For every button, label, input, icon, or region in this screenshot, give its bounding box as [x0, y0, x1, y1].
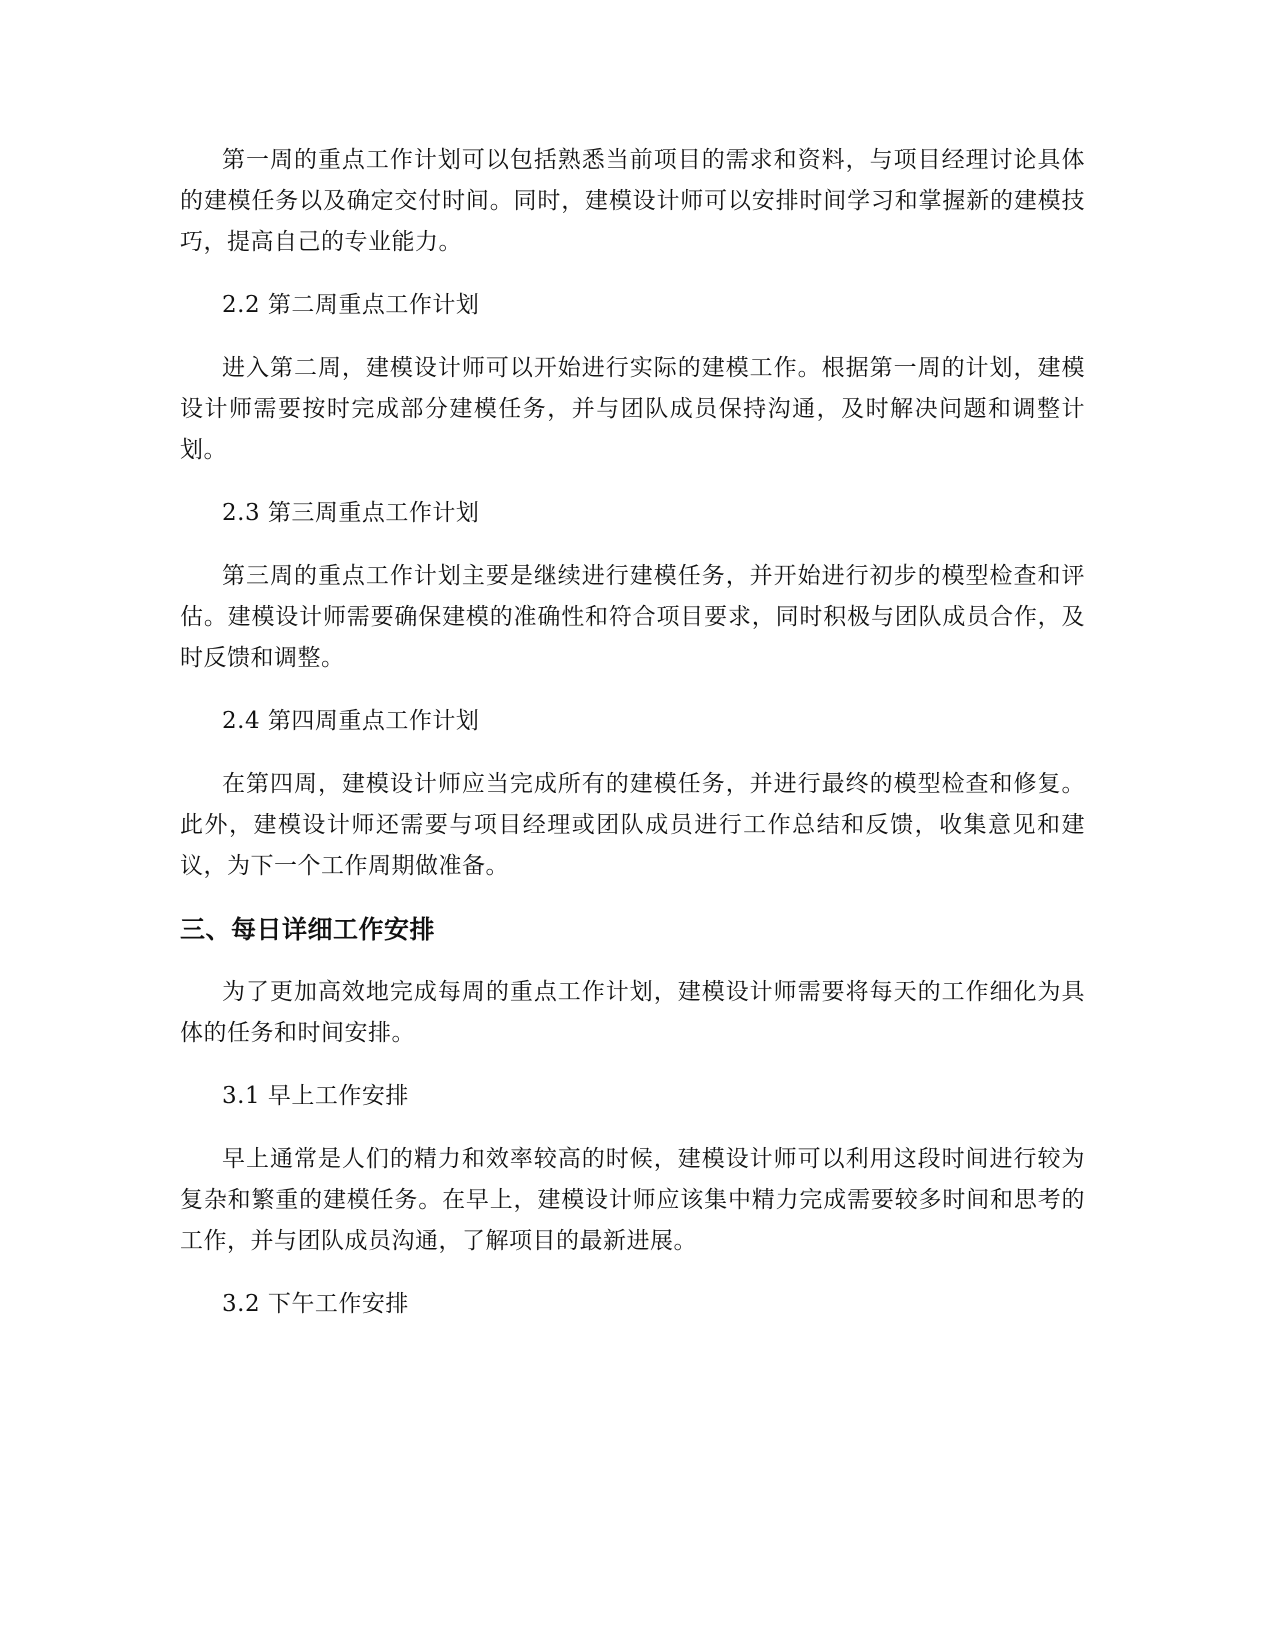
- paragraph-week3-plan: 第三周的重点工作计划主要是继续进行建模任务，并开始进行初步的模型检查和评估。建模设计师需要确保建模的准确性和符合项目要求，同时积极与团队成员合作，及时反馈和调整。: [180, 563, 1085, 671]
- subheading-2-3: 2.3 第三周重点工作计划: [222, 500, 480, 526]
- subheading-3-1: 3.1 早上工作安排: [222, 1083, 409, 1109]
- document-page: [180, 140, 1085, 1347]
- subheading-2-4: 2.4 第四周重点工作计划: [222, 708, 480, 734]
- paragraph-week4-plan: 在第四周，建模设计师应当完成所有的建模任务，并进行最终的模型检查和修复。此外，建模设计师还需要与项目经理或团队成员进行工作总结和反馈，收集意见和建议，为下一个工作周期做准备。: [180, 771, 1085, 879]
- section-heading-3: 三、每日详细工作安排: [180, 915, 436, 944]
- subheading-2-2: 2.2 第二周重点工作计划: [222, 292, 480, 318]
- paragraph-week2-plan: 进入第二周，建模设计师可以开始进行实际的建模工作。根据第一周的计划，建模设计师需要按时完成部分建模任务，并与团队成员保持沟通，及时解决问题和调整计划。: [180, 355, 1085, 463]
- paragraph-morning-plan: 早上通常是人们的精力和效率较高的时候，建模设计师可以利用这段时间进行较为复杂和繁重的建模任务。在早上，建模设计师应该集中精力完成需要较多时间和思考的工作，并与团队成员沟通，了解项目的最新进展。: [180, 1146, 1085, 1254]
- subheading-3-2: 3.2 下午工作安排: [222, 1291, 409, 1317]
- paragraph-week1-plan: 第一周的重点工作计划可以包括熟悉当前项目的需求和资料，与项目经理讨论具体的建模任务以及确定交付时间。同时，建模设计师可以安排时间学习和掌握新的建模技巧，提高自己的专业能力。: [180, 147, 1085, 255]
- paragraph-daily-intro: 为了更加高效地完成每周的重点工作计划，建模设计师需要将每天的工作细化为具体的任务和时间安排。: [180, 979, 1085, 1046]
